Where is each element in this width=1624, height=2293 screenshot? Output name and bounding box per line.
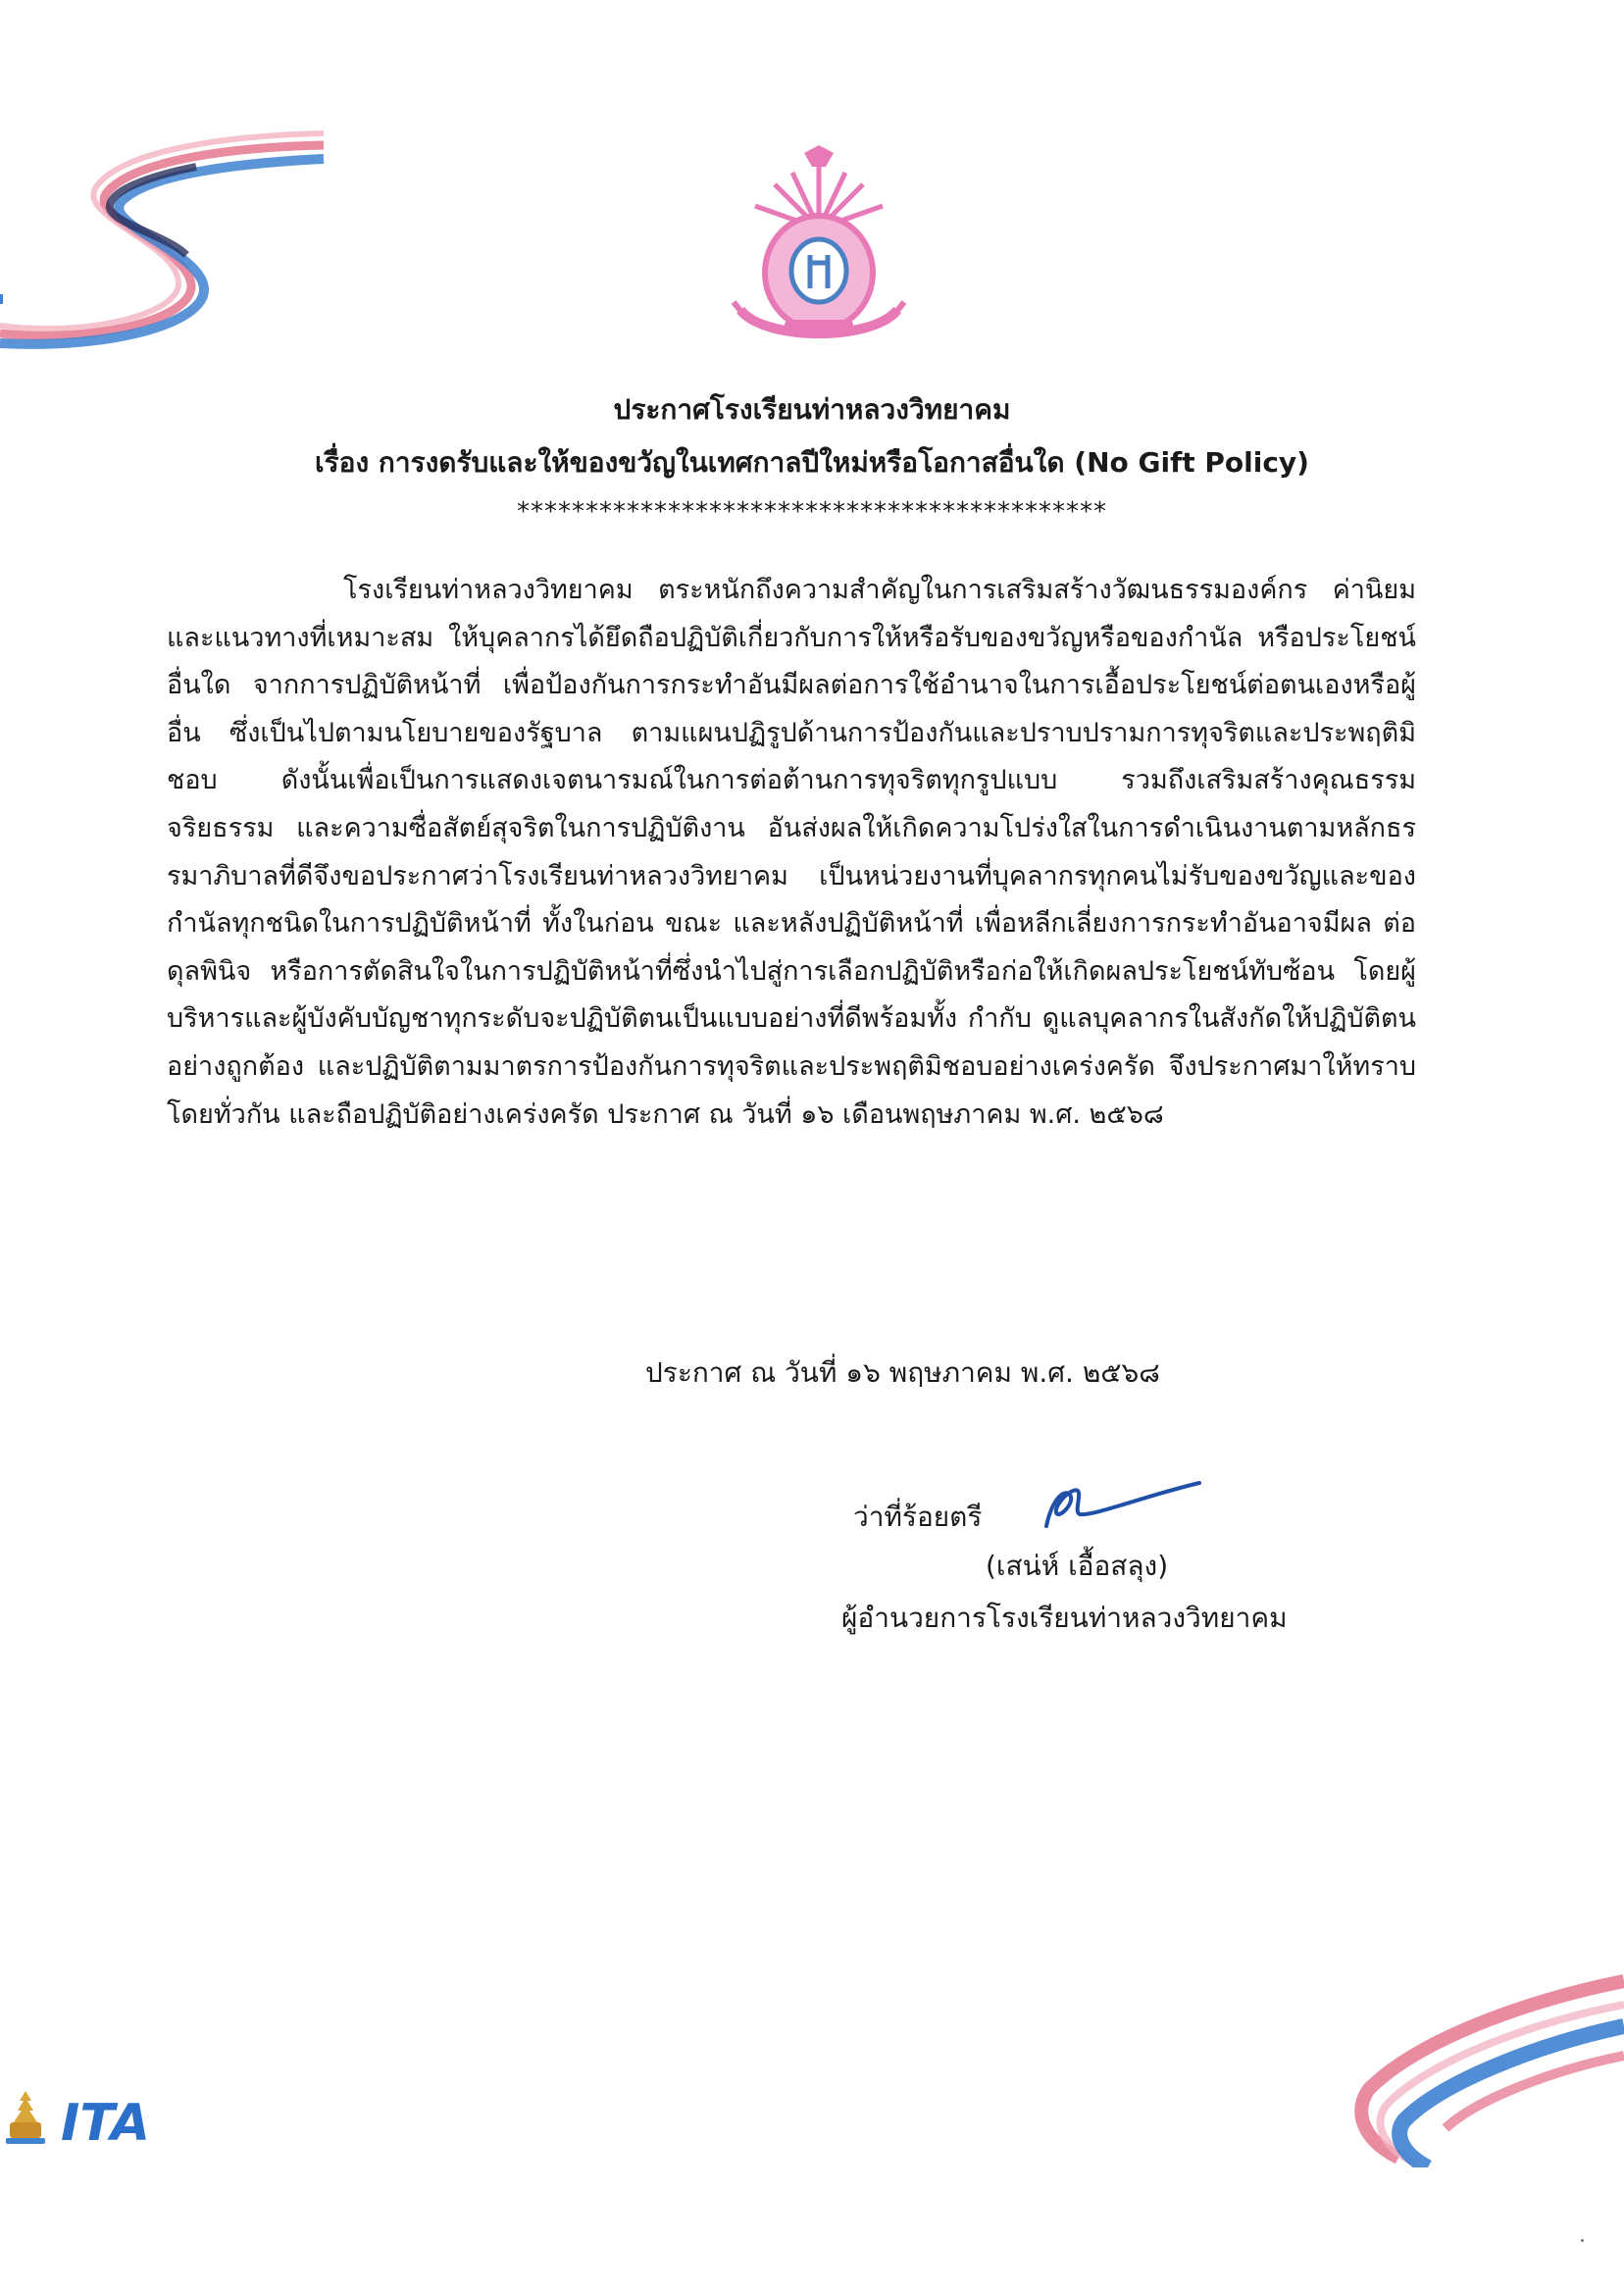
signer-position: ผู้อำนวยการโรงเรียนท่าหลวงวิทยาคม [841, 1602, 1288, 1634]
signer-rank: ว่าที่ร้อยตรี [853, 1501, 983, 1533]
school-seal [716, 145, 922, 346]
signer-name: (เสน่ห์ เอื้อสลุง) [986, 1550, 1169, 1582]
flag-ribbon-decoration-bottom [1330, 1971, 1624, 2167]
seal-emblem-icon [716, 145, 922, 346]
flag-ribbon-decoration [0, 98, 333, 353]
announcement-date: ประกาศ ณ วันที่ ๑๖ พฤษภาคม พ.ศ. ๒๕๖๘ [645, 1356, 1160, 1389]
scan-speck [1581, 2239, 1584, 2242]
announcement-body: โรงเรียนท่าหลวงวิทยาคม ตระหนักถึงความสำคัญในการเสริมสร้างวัฒนธรรมองค์กร ค่านิยม และแนวทางที่เหมาะสม ให้บุคลากรได้ยึดถือปฏิบัติเกี่ยวกับการให้หรือรับของขวัญหรือของกำนัล หรือประโยชน์อื่นใด จากการปฏิบัติหน้าที่ เพื่อป้องกันการกระทำอันมีผลต่อการใช้อำนาจในการเอื้อประโยชน์ต่อตนเองหรือผู้อื่น ซึ่งเป็นไปตามนโยบายของรัฐบาล ตามแผนปฏิรูปด้านการป้องกันและปราบปรามการทุจริตและประพฤติมิชอบ ดังนั้นเพื่อเป็นการแสดงเจตนารมณ์ในการต่อต้านการทุจริตทุกรูปแบบ รวมถึงเสริมสร้างคุณธรรม จริยธรรม และความซื่อสัตย์สุจริตในการปฏิบัติงาน อันส่งผลให้เกิดความโปร่งใสในการดำเนินงานตามหลักธรรมาภิบาลที่ดีจึงขอประกาศว่าโรงเรียนท่าหลวงวิทยาคม เป็นหน่วยงานที่บุคลากรทุกคนไม่รับของขวัญและของกำนัลทุกชนิดในการปฏิบัติหน้าที่ ทั้งในก่อน ขณะ และหลังปฏิบัติหน้าที่ เพื่อหลีกเลี่ยงการกระทำอันอาจมีผล ต่อดุลพินิจ หรือการตัดสินใจในการปฏิบัติหน้าที่ซึ่งนำไปสู่การเลือกปฏิบัติหรือก่อให้เกิดผลประโยชน์ทับซ้อน โดยผู้บริหารและผู้บังคับบัญชาทุกระดับจะปฏิบัติตนเป็นแบบอย่างที่ดีพร้อมทั้ง กำกับ ดูแลบุคลากรในสังกัดให้ปฏิบัติตนอย่างถูกต้อง และปฏิบัติตามมาตรการป้องกันการทุจริตและประพฤติมิชอบอย่างเคร่งครัด จึงประกาศมาให้ทราบโดยทั่วกัน และถือปฏิบัติอย่างเคร่งครัด ประกาศ ณ วันที่ ๑๖ เดือนพฤษภาคม พ.ศ. ๒๕๖๘ [167, 575, 1416, 1130]
separator-stars: ******************************************* [517, 497, 1107, 527]
announcement-subject: เรื่อง การงดรับและให้ของขวัญในเทศกาลปีใหม่หรือโอกาสอื่นใด (No Gift Policy) [315, 446, 1309, 479]
government-emblem-icon [4, 2089, 47, 2146]
ita-logo [57, 2097, 224, 2146]
ita-logo-text: ITA [61, 2097, 151, 2146]
handwritten-signature [1035, 1469, 1211, 1538]
announcement-title: ประกาศโรงเรียนท่าหลวงวิทยาคม [613, 393, 1011, 426]
